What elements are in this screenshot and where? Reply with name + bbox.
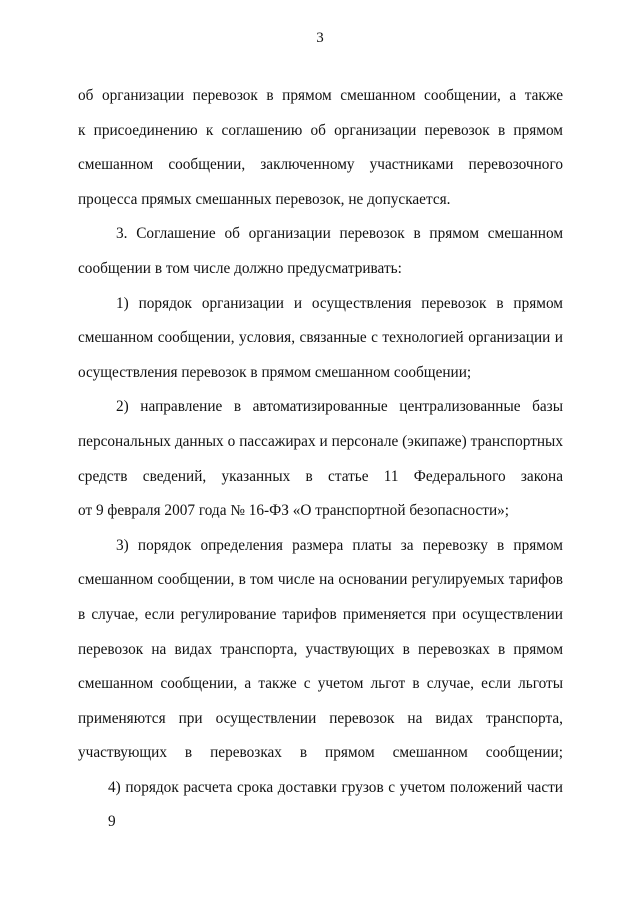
text-line: смешанном сообщении, в том числе на основании регулируемых тарифов xyxy=(78,571,563,589)
text-line: применяются при осуществлении перевозок на видах транспорта, xyxy=(78,709,563,727)
text-line: смешанном сообщении, заключенному участниками перевозочного xyxy=(78,156,563,174)
text-line: 3) порядок определения размера платы за перевозку в прямом xyxy=(116,536,563,554)
text-line: смешанном сообщении, условия, связанные с технологией организации и xyxy=(78,329,563,347)
text-line: об организации перевозок в прямом смешанном сообщении, а также xyxy=(78,87,563,104)
text-line: 3. Соглашение об организации перевозок в прямом смешанном xyxy=(116,225,563,243)
paragraph-clause-3 xyxy=(78,217,563,286)
paragraph-subitem-4 xyxy=(78,771,563,840)
text-line: осуществления перевозок в прямом смешанном сообщении; xyxy=(78,363,472,381)
text-line: от 9 февраля 2007 года № 16-ФЗ «О транспортной безопасности»; xyxy=(78,502,510,520)
text-line: персональных данных о пассажирах и персонале (экипаже) транспортных xyxy=(78,432,563,450)
text-line: 2) направление в автоматизированные централизованные базы xyxy=(116,398,563,416)
text-line: сообщении в том числе должно предусматривать: xyxy=(78,259,402,277)
text-line: смешанном сообщении, а также с учетом льгот в случае, если льготы xyxy=(78,675,563,693)
page-number: 3 xyxy=(316,30,324,46)
text-line: к присоединению к соглашению об организации перевозок в прямом xyxy=(78,121,563,139)
text-line: 4) порядок расчета срока доставки грузов с учетом положений части 9 xyxy=(108,778,563,831)
paragraph-subitem-3 xyxy=(78,529,563,771)
paragraph-continuation xyxy=(78,79,563,217)
document-body xyxy=(78,79,563,840)
text-line: 1) порядок организации и осуществления перевозок в прямом xyxy=(116,294,563,312)
text-line: средств сведений, указанных в статье 11 Федерального закона xyxy=(78,467,563,485)
text-line: процесса прямых смешанных перевозок, не допускается. xyxy=(78,190,451,208)
paragraph-subitem-2 xyxy=(78,390,563,528)
paragraph-subitem-1 xyxy=(78,287,563,391)
text-line: в случае, если регулирование тарифов применяется при осуществлении xyxy=(78,605,563,623)
text-line: перевозок на видах транспорта, участвующих в перевозках в прямом xyxy=(78,640,563,658)
text-line: участвующих в перевозках в прямом смешанном сообщении; xyxy=(78,744,563,762)
